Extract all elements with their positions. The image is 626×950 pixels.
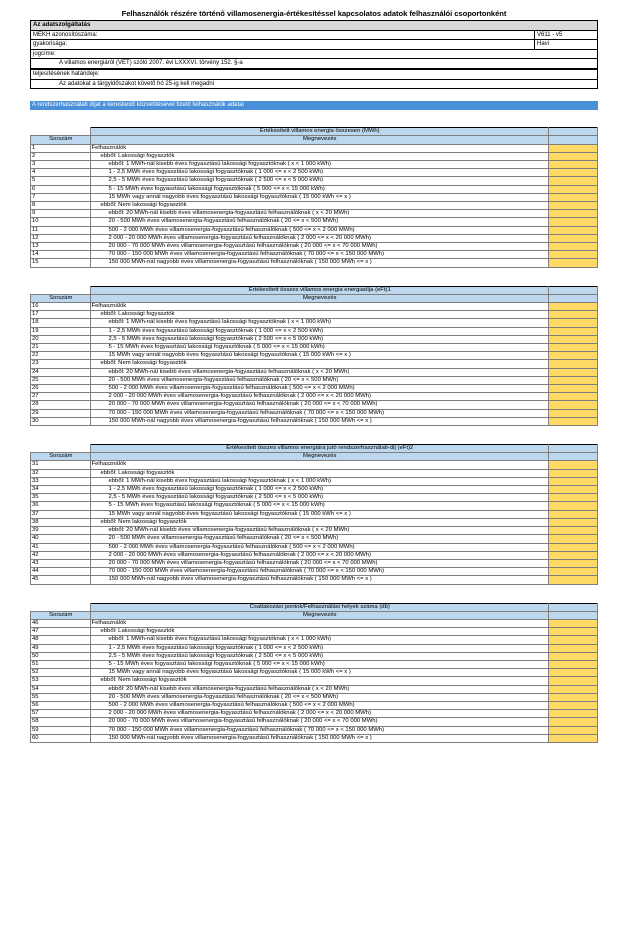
table-row [31,360,598,368]
value-input-cell[interactable] [549,335,598,343]
data-table [30,127,598,267]
row-label: 70 000 - 150 000 MWh éves villamosenergia-fogyasztású felhasználóknak ( 70 000 <= x < 150 000 MWh) [90,568,549,576]
table-row [31,619,598,627]
row-number: 45 [31,576,91,584]
caption-value-cell [549,445,598,453]
table-row [31,652,598,660]
data-table-block [30,127,598,267]
table-row [31,486,598,494]
tables-container [30,127,598,743]
row-label: ebből: 1 MWh-nál kisebb éves fogyasztású lakossági fogyasztóknak ( x < 1 000 kWh) [90,636,549,644]
value-input-cell[interactable] [549,226,598,234]
value-input-cell[interactable] [549,193,598,201]
header-value [549,136,598,144]
value-input-cell[interactable] [549,385,598,393]
row-number: 42 [31,551,91,559]
row-number: 1 [31,144,91,152]
value-input-cell[interactable] [549,734,598,742]
row-number: 26 [31,385,91,393]
row-label: ebből: Lakossági fogyasztók [90,311,549,319]
row-label: 150 000 MWh-nál nagyobb éves villamosenergia-fogyasztású felhasználóknak ( 150 000 MWh <= x ) [90,417,549,425]
value-input-cell[interactable] [549,669,598,677]
row-label: 1 - 2,5 MWh éves fogyasztású lakossági fogyasztóknak ( 1 000 <= x < 2 500 kWh) [90,486,549,494]
row-label: 2,5 - 5 MWh éves fogyasztású lakossági fogyasztóknak ( 2 500 <= x < 5 000 kWh) [90,652,549,660]
value-input-cell[interactable] [549,502,598,510]
mekh-value: V611 - v5 [534,31,597,40]
table-row [31,319,598,327]
value-input-cell[interactable] [549,152,598,160]
value-input-cell[interactable] [549,409,598,417]
row-label: 20 000 - 70 000 MWh éves villamosenergia-fogyasztású felhasználóknak ( 20 000 <= x < 70 000 MWh) [90,718,549,726]
row-label: 15 MWh vagy annál nagyobb éves fogyasztású lakossági fogyasztóknak ( 15 000 kWh <= x ) [90,193,549,201]
data-table [30,286,598,426]
row-number: 56 [31,701,91,709]
table-row [31,193,598,201]
table-row [31,409,598,417]
table-row [31,234,598,242]
data-table-block [30,603,598,743]
row-number: 10 [31,218,91,226]
row-number: 22 [31,352,91,360]
row-label: 150 000 MWh-nál nagyobb éves villamosenergia-fogyasztású felhasználóknak ( 150 000 MWh <= x ) [90,259,549,267]
header-value [549,453,598,461]
row-number: 6 [31,185,91,193]
data-table-block [30,444,598,584]
table-row [31,693,598,701]
row-label: 20 - 500 MWh éves villamosenergia-fogyasztású felhasználóknak ( 20 <= x < 500 MWh) [90,535,549,543]
value-input-cell[interactable] [549,718,598,726]
table-row [31,385,598,393]
row-number: 14 [31,251,91,259]
value-input-cell[interactable] [549,535,598,543]
table-row [31,677,598,685]
table-row [31,477,598,485]
row-number: 35 [31,494,91,502]
header-megnevezes: Megnevezés [90,136,549,144]
row-label: Felhasználók [90,144,549,152]
value-input-cell[interactable] [549,644,598,652]
table-row [31,218,598,226]
table-row [31,417,598,425]
row-number: 7 [31,193,91,201]
row-label: 15 MWh vagy annál nagyobb éves fogyasztású lakossági fogyasztóknak ( 15 000 kWh <= x ) [90,352,549,360]
row-label: 20 - 500 MWh éves villamosenergia-fogyasztású felhasználóknak ( 20 <= x < 500 MWh) [90,693,549,701]
row-number: 58 [31,718,91,726]
table-row [31,335,598,343]
frequency-value: Havi [534,40,597,49]
value-input-cell[interactable] [549,543,598,551]
value-input-cell[interactable] [549,169,598,177]
table-row [31,628,598,636]
value-input-cell[interactable] [549,393,598,401]
value-input-cell[interactable] [549,177,598,185]
header-megnevezes: Megnevezés [90,294,549,302]
table-row [31,510,598,518]
row-number: 59 [31,726,91,734]
row-number: 51 [31,660,91,668]
table-row [31,502,598,510]
row-number: 33 [31,477,91,485]
row-number: 53 [31,677,91,685]
row-label: ebből: 1 MWh-nál kisebb éves fogyasztású lakossági fogyasztóknak ( x < 1 000 kWh) [90,477,549,485]
caption-value-cell [549,286,598,294]
caption-blank-cell [31,603,91,611]
row-number: 9 [31,210,91,218]
row-label: 70 000 - 150 000 MWh éves villamosenergia-fogyasztású felhasználóknak ( 70 000 <= x < 150 000 MWh) [90,409,549,417]
value-input-cell[interactable] [549,461,598,469]
row-number: 46 [31,619,91,627]
table-row [31,568,598,576]
row-label: ebből: Nem lakossági fogyasztók [90,360,549,368]
row-number: 12 [31,234,91,242]
row-number: 37 [31,510,91,518]
value-input-cell[interactable] [549,726,598,734]
law-text: A villamos energiáról (VET) szóló 2007. évi LXXXVI. törvény 152. §-a [31,59,597,70]
row-number: 57 [31,710,91,718]
data-table [30,444,598,584]
row-number: 11 [31,226,91,234]
table-row [31,243,598,251]
row-label: 1 - 2,5 MWh éves fogyasztású lakossági fogyasztóknak ( 1 000 <= x < 2 500 kWh) [90,169,549,177]
table-row [31,669,598,677]
value-input-cell[interactable] [549,160,598,168]
row-number: 48 [31,636,91,644]
table-caption-row [31,286,598,294]
row-label: ebből: Nem lakossági fogyasztók [90,201,549,209]
value-input-cell[interactable] [549,319,598,327]
table-caption-row [31,445,598,453]
value-input-cell[interactable] [549,518,598,526]
value-input-cell[interactable] [549,527,598,535]
row-number: 19 [31,327,91,335]
frequency-row [31,40,597,50]
value-input-cell[interactable] [549,210,598,218]
row-label: ebből: Lakossági fogyasztók [90,628,549,636]
row-label: ebből: 1 MWh-nál kisebb éves fogyasztású lakossági fogyasztóknak ( x < 1 000 kWh) [90,319,549,327]
header-sorszam: Sorszám [31,453,91,461]
table-row [31,644,598,652]
table-row [31,226,598,234]
row-number: 54 [31,685,91,693]
data-table-block [30,286,598,426]
table-row [31,376,598,384]
table-row [31,185,598,193]
table-header-row [31,294,598,302]
value-input-cell[interactable] [549,636,598,644]
row-label: 2,5 - 5 MWh éves fogyasztású lakossági fogyasztóknak ( 2 500 <= x < 5 000 kWh) [90,177,549,185]
row-number: 34 [31,486,91,494]
form-title: Felhasználók részére történő villamosenergia-értékesítéssel kapcsolatos adatok felhasználói csoportonként [121,9,507,18]
header-value [549,611,598,619]
row-number: 52 [31,669,91,677]
table-caption: Értékesített villamos energia összesen (MWh) [90,128,549,136]
header-megnevezes: Megnevezés [90,453,549,461]
row-number: 3 [31,160,91,168]
row-label: Felhasználók [90,303,549,311]
row-number: 5 [31,177,91,185]
form-page [30,8,598,743]
value-input-cell[interactable] [549,568,598,576]
table-row [31,660,598,668]
row-number: 43 [31,559,91,567]
header-value [549,294,598,302]
row-label: 150 000 MWh-nál nagyobb éves villamosenergia-fogyasztású felhasználóknak ( 150 000 MWh <= x ) [90,734,549,742]
table-caption: Csatlakozási pontok/Felhasználási helyek száma (db) [90,603,549,611]
value-input-cell[interactable] [549,477,598,485]
row-label: 500 - 2 000 MWh éves villamosenergia-fogyasztású felhasználóknak ( 500 <= x < 2 000 MWh) [90,701,549,709]
value-input-cell[interactable] [549,376,598,384]
caption-blank-cell [31,128,91,136]
table-header-row [31,453,598,461]
row-label: 5 - 15 MWh éves fogyasztású lakossági fogyasztóknak ( 5 000 <= x < 15 000 kWh) [90,660,549,668]
table-row [31,303,598,311]
table-row [31,576,598,584]
row-number: 41 [31,543,91,551]
value-input-cell[interactable] [549,251,598,259]
value-input-cell[interactable] [549,685,598,693]
law-label: jogcíme: [31,50,597,60]
table-caption-row [31,128,598,136]
table-row [31,393,598,401]
row-label: ebből: Nem lakossági fogyasztók [90,677,549,685]
row-label: 70 000 - 150 000 MWh éves villamosenergia-fogyasztású felhasználóknak ( 70 000 <= x < 150 000 MWh) [90,726,549,734]
row-number: 24 [31,368,91,376]
mekh-row [31,31,597,41]
row-number: 25 [31,376,91,384]
table-caption: Értékesített összes villamos energiára jutó rendszerhasználati-díj (eFt)2 [90,445,549,453]
table-header-row [31,611,598,619]
row-label: 20 000 - 70 000 MWh éves villamosenergia-fogyasztású felhasználóknak ( 20 000 <= x < 70 000 MWh) [90,559,549,567]
row-label: ebből: 20 MWh-nál kisebb éves villamosenergia-fogyasztású felhasználóknak ( x < 20 MWh) [90,685,549,693]
row-label: 5 - 15 MWh éves fogyasztású lakossági fogyasztóknak ( 5 000 <= x < 15 000 kWh) [90,185,549,193]
row-label: 2,5 - 5 MWh éves fogyasztású lakossági fogyasztóknak ( 2 500 <= x < 5 000 kWh) [90,494,549,502]
table-row [31,259,598,267]
table-row [31,344,598,352]
row-label: ebből: 1 MWh-nál kisebb éves fogyasztású lakossági fogyasztóknak ( x < 1 000 kWh) [90,160,549,168]
row-number: 16 [31,303,91,311]
table-row [31,685,598,693]
table-row [31,518,598,526]
row-number: 30 [31,417,91,425]
value-input-cell[interactable] [549,660,598,668]
row-label: 5 - 15 MWh éves fogyasztású lakossági fogyasztóknak ( 5 000 <= x < 15 000 kWh) [90,502,549,510]
table-row [31,726,598,734]
row-label: 2 000 - 20 000 MWh éves villamosenergia-fogyasztású felhasználóknak ( 2 000 <= x < 20 000 MWh) [90,393,549,401]
row-number: 50 [31,652,91,660]
table-header-row [31,136,598,144]
table-row [31,559,598,567]
row-number: 38 [31,518,91,526]
value-input-cell[interactable] [549,144,598,152]
row-label: 15 MWh vagy annál nagyobb éves fogyasztású lakossági fogyasztóknak ( 15 000 kWh <= x ) [90,669,549,677]
value-input-cell[interactable] [549,243,598,251]
row-number: 20 [31,335,91,343]
row-number: 18 [31,319,91,327]
table-row [31,636,598,644]
row-number: 21 [31,344,91,352]
value-input-cell[interactable] [549,469,598,477]
table-caption: Értékesített összes villamos energia energiadíja (eFt)1 [90,286,549,294]
row-label: 150 000 MWh-nál nagyobb éves villamosenergia-fogyasztású felhasználóknak ( 150 000 MWh <= x ) [90,576,549,584]
row-number: 23 [31,360,91,368]
header-sorszam: Sorszám [31,136,91,144]
table-row [31,311,598,319]
table-row [31,177,598,185]
value-input-cell[interactable] [549,311,598,319]
table-row [31,251,598,259]
row-label: ebből: 20 MWh-nál kisebb éves villamosenergia-fogyasztású felhasználóknak ( x < 20 MWh) [90,527,549,535]
row-label: 500 - 2 000 MWh éves villamosenergia-fogyasztású felhasználóknak ( 500 <= x < 2 000 MWh) [90,385,549,393]
row-number: 2 [31,152,91,160]
row-number: 36 [31,502,91,510]
value-input-cell[interactable] [549,417,598,425]
table-row [31,461,598,469]
table-row [31,152,598,160]
table-row [31,327,598,335]
row-label: 2,5 - 5 MWh éves fogyasztású lakossági fogyasztóknak ( 2 500 <= x < 5 000 kWh) [90,335,549,343]
value-input-cell[interactable] [549,401,598,409]
caption-blank-cell [31,445,91,453]
table-row [31,201,598,209]
row-number: 60 [31,734,91,742]
row-label: 500 - 2 000 MWh éves villamosenergia-fogyasztású felhasználóknak ( 500 <= x < 2 000 MWh) [90,543,549,551]
row-label: 15 MWh vagy annál nagyobb éves fogyasztású lakossági fogyasztóknak ( 15 000 kWh <= x ) [90,510,549,518]
row-label: 2 000 - 20 000 MWh éves villamosenergia-fogyasztású felhasználóknak ( 2 000 <= x < 20 000 MWh) [90,710,549,718]
value-input-cell[interactable] [549,576,598,584]
row-number: 47 [31,628,91,636]
table-row [31,551,598,559]
value-input-cell[interactable] [549,360,598,368]
row-number: 31 [31,461,91,469]
value-input-cell[interactable] [549,494,598,502]
row-label: Felhasználók [90,461,549,469]
row-label: 1 - 2,5 MWh éves fogyasztású lakossági fogyasztóknak ( 1 000 <= x < 2 500 kWh) [90,327,549,335]
table-row [31,494,598,502]
row-number: 17 [31,311,91,319]
value-input-cell[interactable] [549,559,598,567]
mekh-label: MEKH azonosítószáma: [33,31,98,38]
row-number: 28 [31,401,91,409]
row-label: 20 - 500 MWh éves villamosenergia-fogyasztású felhasználóknak ( 20 <= x < 500 MWh) [90,376,549,384]
table-caption-row [31,603,598,611]
data-table [30,603,598,743]
value-input-cell[interactable] [549,619,598,627]
section-bar: A rendszerhasználati díjat a kereskedő közvetítésével fizető felhasználók adatai [30,101,598,110]
header-megnevezes: Megnevezés [90,611,549,619]
table-row [31,368,598,376]
row-number: 29 [31,409,91,417]
value-input-cell[interactable] [549,327,598,335]
value-input-cell[interactable] [549,652,598,660]
header-sorszam: Sorszám [31,611,91,619]
row-number: 39 [31,527,91,535]
value-input-cell[interactable] [549,486,598,494]
value-input-cell[interactable] [549,701,598,709]
row-label: 20 000 - 70 000 MWh éves villamosenergia-fogyasztású felhasználóknak ( 20 000 <= x < 70 000 MWh) [90,401,549,409]
value-input-cell[interactable] [549,352,598,360]
caption-blank-cell [31,286,91,294]
frequency-label: gyakorisága: [33,41,68,48]
row-number: 55 [31,693,91,701]
row-label: ebből: 20 MWh-nál kisebb éves villamosenergia-fogyasztású felhasználóknak ( x < 20 MWh) [90,368,549,376]
value-input-cell[interactable] [549,344,598,352]
row-number: 15 [31,259,91,267]
caption-value-cell [549,603,598,611]
value-input-cell[interactable] [549,628,598,636]
value-input-cell[interactable] [549,234,598,242]
caption-value-cell [549,128,598,136]
info-header: Az adatszolgáltatás [31,21,597,31]
value-input-cell[interactable] [549,677,598,685]
row-label: 1 - 2,5 MWh éves fogyasztású lakossági fogyasztóknak ( 1 000 <= x < 2 500 kWh) [90,644,549,652]
row-number: 8 [31,201,91,209]
table-row [31,543,598,551]
row-label: 20 - 500 MWh éves villamosenergia-fogyasztású felhasználóknak ( 20 <= x < 500 MWh) [90,218,549,226]
value-input-cell[interactable] [549,693,598,701]
table-row [31,527,598,535]
row-label: ebből: Lakossági fogyasztók [90,469,549,477]
row-number: 27 [31,393,91,401]
table-row [31,535,598,543]
deadline-label: teljesítésének határideje: [31,70,597,80]
row-label: 2 000 - 20 000 MWh éves villamosenergia-fogyasztású felhasználóknak ( 2 000 <= x < 20 000 MWh) [90,234,549,242]
table-row [31,718,598,726]
deadline-text: Az adatokat a tárgyidőszakot követő hó 25-ig kell megadni [59,80,215,87]
row-label: ebből: 20 MWh-nál kisebb éves villamosenergia-fogyasztású felhasználóknak ( x < 20 MWh) [90,210,549,218]
table-row [31,169,598,177]
row-number: 13 [31,243,91,251]
row-label: 20 000 - 70 000 MWh éves villamosenergia-fogyasztású felhasználóknak ( 20 000 <= x < 70 000 MWh) [90,243,549,251]
row-label: 5 - 15 MWh éves fogyasztású lakossági fogyasztóknak ( 5 000 <= x < 15 000 kWh) [90,344,549,352]
row-label: 500 - 2 000 MWh éves villamosenergia-fogyasztású felhasználóknak ( 500 <= x < 2 000 MWh) [90,226,549,234]
row-number: 4 [31,169,91,177]
row-label: ebből: Nem lakossági fogyasztók [90,518,549,526]
value-input-cell[interactable] [549,303,598,311]
table-row [31,701,598,709]
value-input-cell[interactable] [549,185,598,193]
table-row [31,352,598,360]
table-row [31,469,598,477]
value-input-cell[interactable] [549,201,598,209]
value-input-cell[interactable] [549,710,598,718]
table-row [31,401,598,409]
row-number: 40 [31,535,91,543]
row-label: 70 000 - 150 000 MWh éves villamosenergia-fogyasztású felhasználóknak ( 70 000 <= x < 150 000 MWh) [90,251,549,259]
value-input-cell[interactable] [549,510,598,518]
table-row [31,210,598,218]
value-input-cell[interactable] [549,551,598,559]
row-label: ebből: Lakossági fogyasztók [90,152,549,160]
row-number: 49 [31,644,91,652]
table-row [31,144,598,152]
row-label: Felhasználók [90,619,549,627]
value-input-cell[interactable] [549,259,598,267]
value-input-cell[interactable] [549,218,598,226]
table-row [31,734,598,742]
table-row [31,710,598,718]
header-sorszam: Sorszám [31,294,91,302]
row-number: 32 [31,469,91,477]
row-label: 2 000 - 20 000 MWh éves villamosenergia-fogyasztású felhasználóknak ( 2 000 <= x < 20 000 MWh) [90,551,549,559]
value-input-cell[interactable] [549,368,598,376]
info-box [30,20,598,89]
row-number: 44 [31,568,91,576]
table-row [31,160,598,168]
